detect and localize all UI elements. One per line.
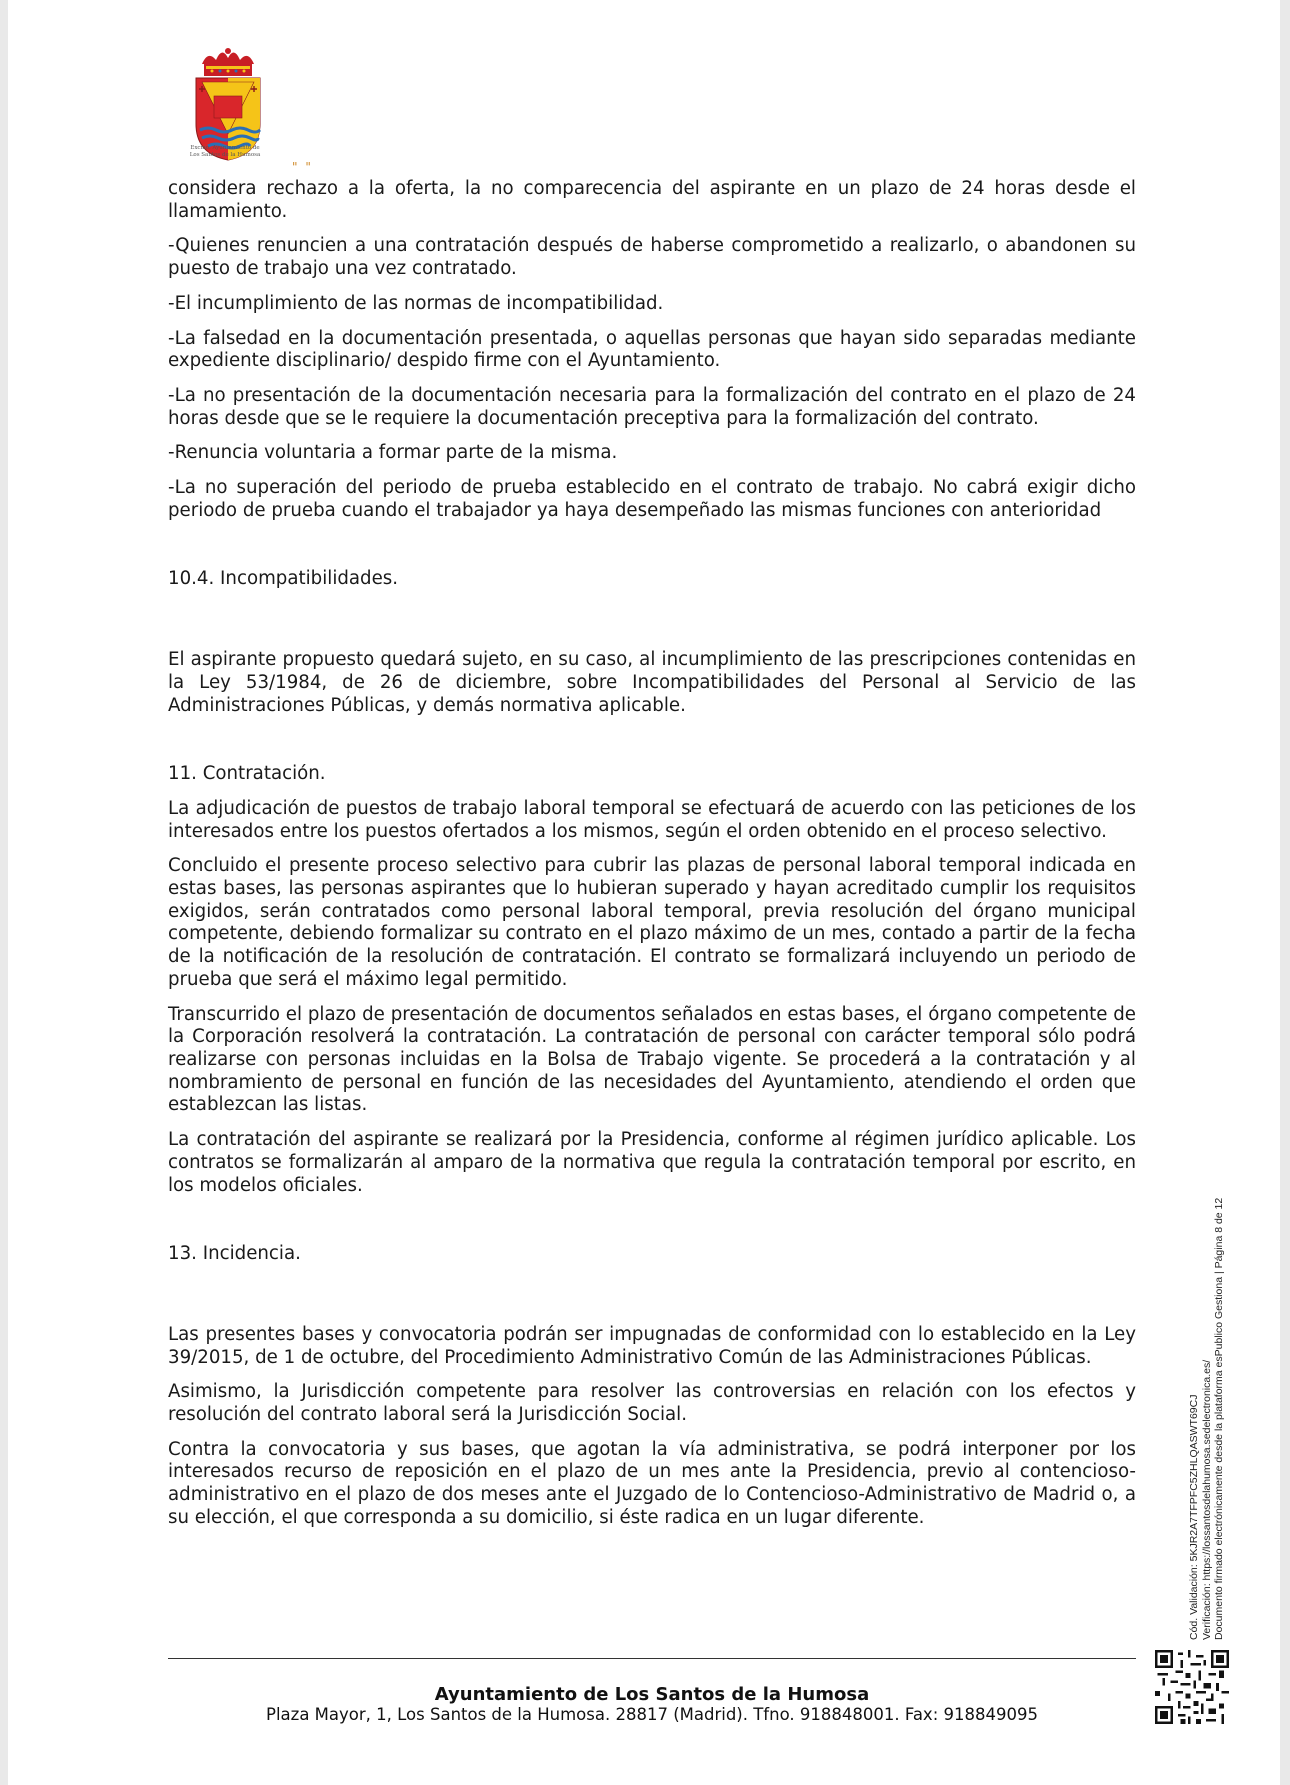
logo-caption — [180, 145, 270, 159]
footer-divider — [168, 1658, 1136, 1659]
logo-caption-line: Los Santos de la Humosa — [189, 152, 261, 158]
signature-note: Documento firmado electrónicamente desde la plataforma esPublico Gestiona | Página 8 de 12 — [1213, 1197, 1225, 1640]
paragraph: Concluido el presente proceso selectivo para cubrir las plazas de personal laboral temporal indicada en estas bases, las personas aspirantes que lo hubieran superado y hayan acreditado cumplir los requisitos exigidos, serán contratados como personal laboral temporal, previa resolución del órgano municipal competente, debiendo formalizar su contrato en el plazo máximo de un mes, contado a partir de la fecha de la notificación de la resolución de contratación. El contrato se formalizará incluyendo un periodo de prueba que será el máximo legal permitido. — [168, 855, 1136, 990]
paragraph: Contra la convocatoria y sus bases, que agotan la vía administrativa, se podrá interponer por los interesados recurso de reposición en el plazo de un mes ante la Presidencia, previo al contencioso-administrativo en el plazo de dos meses ante el Juzgado de lo Contencioso-Administrativo de Madrid o, a su elección, el que corresponda a su domicilio, si éste radica en un lugar diferente. — [168, 1438, 1136, 1528]
paragraph: La adjudicación de puestos de trabajo laboral temporal se efectuará de acuerdo con las peticiones de los interesados entre los puestos ofertados a los mismos, según el orden obtenido en el proceso selectivo. — [168, 797, 1136, 842]
validation-code: Cód. Validación: 5KJR2A7TFPFC5ZHLQASWT69CJ — [1188, 1394, 1200, 1640]
footer-address: Plaza Mayor, 1, Los Santos de la Humosa. 28817 (Madrid). Tfno. 918848001. Fax: 918849095 — [266, 1705, 1038, 1724]
paragraph: El aspirante propuesto quedará sujeto, en su caso, al incumplimiento de las prescripciones contenidas en la Ley 53/1984, de 26 de diciembre, sobre Incompatibilidades del Personal al Servicio de las Administraciones Públicas, y demás normativa aplicable. — [168, 649, 1136, 716]
decorative-marks: " " — [292, 160, 313, 174]
paragraph: -La no presentación de la documentación necesaria para la formalización del contrato en el plazo de 24 horas desde que se le requiere la documentación preceptiva para la formalización del contrato. — [168, 384, 1136, 429]
paragraph: considera rechazo a la oferta, la no comparecencia del aspirante en un plazo de 24 horas desde el llamamiento. — [168, 178, 1136, 222]
document-page — [8, 0, 1280, 1785]
paragraph: Transcurrido el plazo de presentación de documentos señalados en estas bases, el órgano competente de la Corporación resolverá la contratación. La contratación de personal con carácter temporal sólo podrá realizarse con personas incluidas en la Bolsa de Trabajo vigente. Se procederá a la contratación y al nombramiento de personal en función de las necesidades del Ayuntamiento, atendiendo el orden que establezcan las listas. — [168, 1003, 1136, 1116]
logo-caption-line: Excmo. Ayuntamiento de — [190, 145, 260, 151]
paragraph: Asimismo, la Jurisdicción competente para resolver las controversias en relación con los efectos y resolución del contrato laboral será la Jurisdicción Social. — [168, 1381, 1136, 1426]
paragraph: -Quienes renuncien a una contratación después de haberse comprometido a realizarlo, o abandonen su puesto de trabajo una vez contratado. — [168, 235, 1136, 280]
paragraph: -La no superación del periodo de prueba establecido en el contrato de trabajo. No cabrá exigir dicho periodo de prueba cuando el trabajador ya haya desempeñado las mismas funciones con anterioridad — [168, 477, 1136, 521]
document-body — [168, 178, 1136, 1542]
section-heading: 13. Incidencia. — [168, 1243, 301, 1265]
section-heading: 11. Contratación. — [168, 763, 326, 785]
paragraph: -El incumplimiento de las normas de incompatibilidad. — [168, 292, 664, 314]
footer-organization-name: Ayuntamiento de Los Santos de la Humosa — [434, 1684, 870, 1705]
verification-url: Verificación: https://lossantosdelahumosa.sedelectronica.es/ — [1200, 1359, 1213, 1640]
paragraph: -La falsedad en la documentación presentada, o aquellas personas que hayan sido separadas mediante expediente disciplinario/ despido firme con el Ayuntamiento. — [168, 327, 1136, 372]
validation-sidebar — [1188, 1100, 1244, 1640]
section-heading: 10.4. Incompatibilidades. — [168, 568, 399, 590]
qr-code-icon — [1155, 1650, 1229, 1724]
paragraph: La contratación del aspirante se realizará por la Presidencia, conforme al régimen jurídico aplicable. Los contratos se formalizarán al amparo de la normativa que regula la contratación temporal por escrito, en los modelos oficiales. — [168, 1129, 1136, 1196]
paragraph: -Renuncia voluntaria a formar parte de la misma. — [168, 442, 618, 464]
paragraph: Las presentes bases y convocatoria podrán ser impugnadas de conformidad con lo establecido en la Ley 39/2015, de 1 de octubre, del Procedimiento Administrativo Común de las Administraciones Públicas. — [168, 1323, 1136, 1368]
